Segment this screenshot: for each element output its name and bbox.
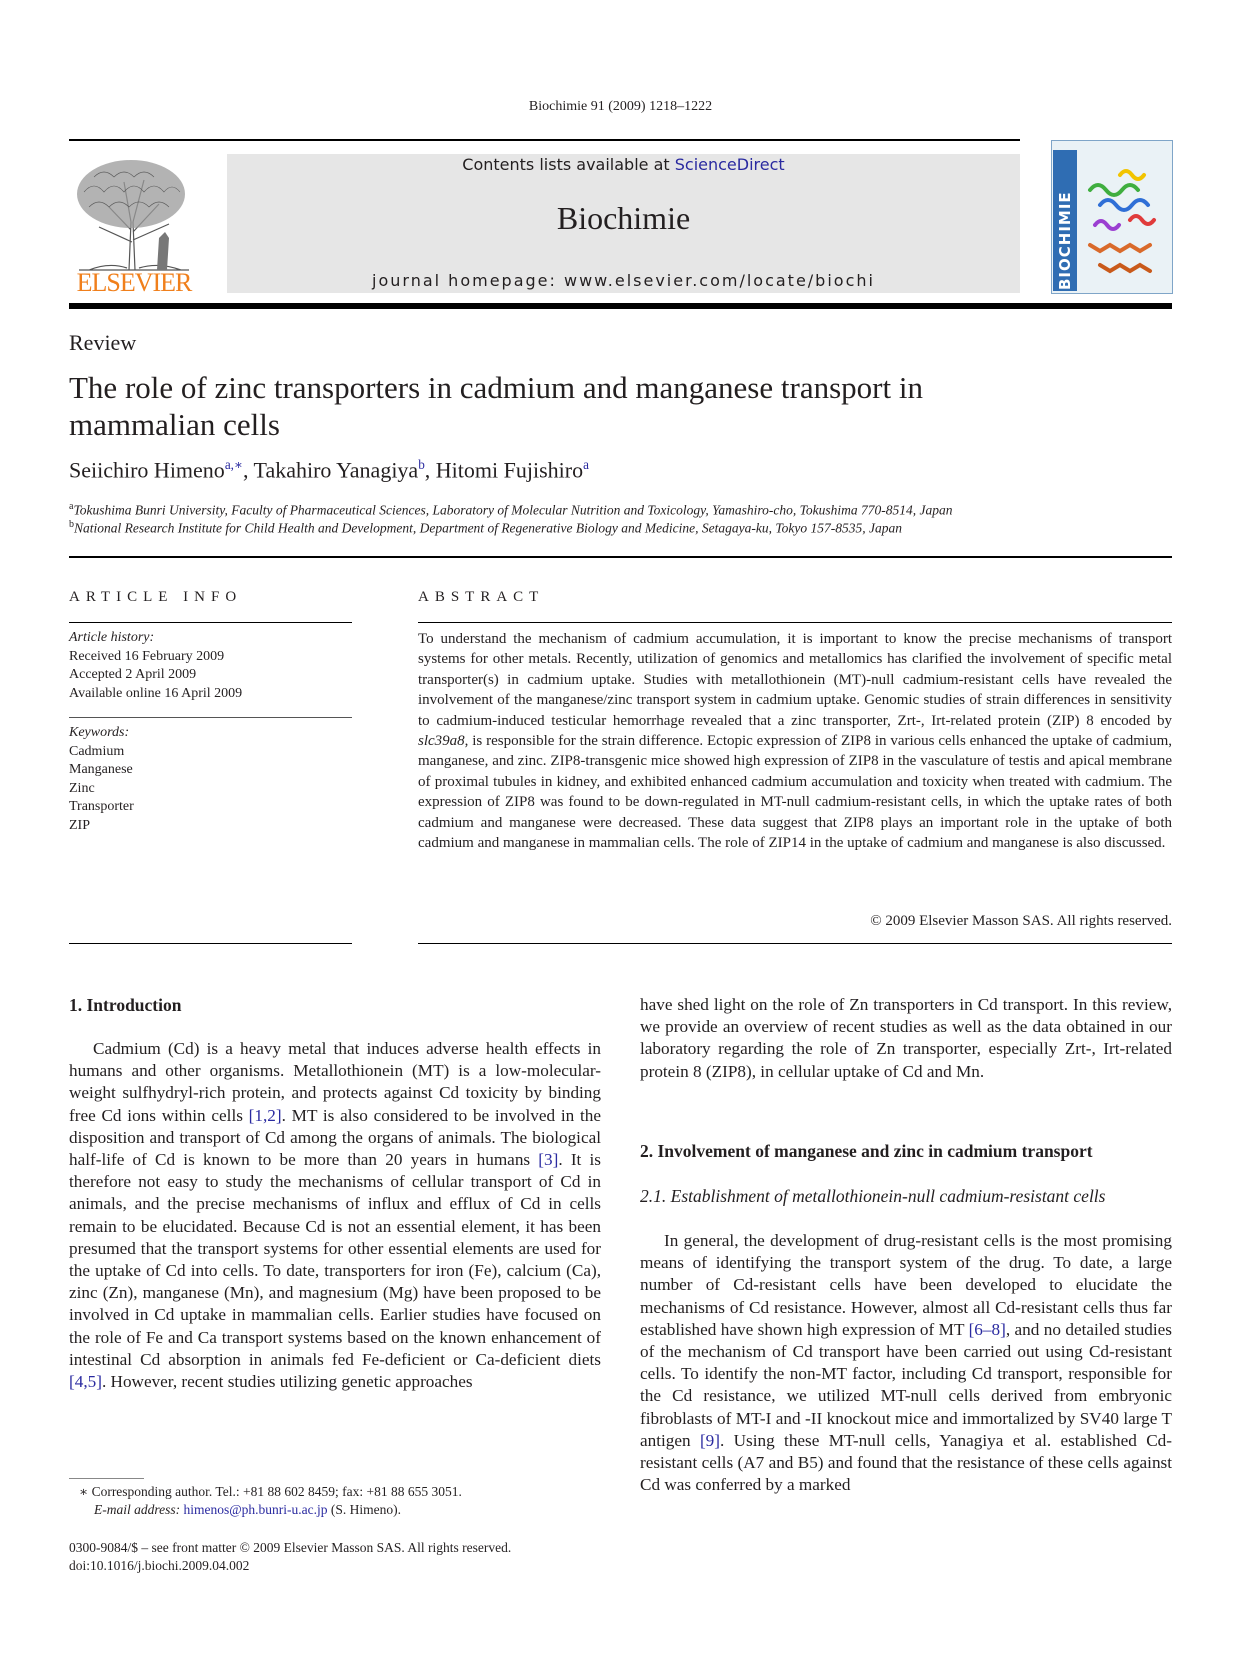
author-list	[69, 457, 589, 483]
keywords-block	[69, 724, 134, 835]
journal-citation: Biochimie 91 (2009) 1218–1222	[528, 99, 713, 114]
issn-line: 0300-9084/$ – see front matter © 2009 Elsevier Masson SAS. All rights reserved.	[69, 1540, 512, 1555]
keyword: Cadmium	[69, 743, 125, 759]
abstract-copyright: © 2009 Elsevier Masson SAS. All rights reserved.	[870, 913, 1172, 929]
received-date: Received 16 February 2009	[69, 648, 225, 664]
keywords-label: Keywords:	[69, 725, 130, 740]
author-name: Seiichiro Himeno	[69, 457, 225, 483]
affiliation-text: Tokushima Bunri University, Faculty of Pharmaceutical Sciences, Laboratory of Molecular Nutrition and Toxicology, Yamashiro-cho, Tokushima 770-8514, Japan	[73, 502, 953, 518]
contents-prefix: Contents lists available at	[462, 155, 675, 174]
keyword: Zinc	[69, 780, 95, 796]
text-run: In general, the development of drug-resistant cells is the most promising means of identifying the transport system of the drug. To date, a large number of Cd-resistant cells have been developed to elucidate the mechanisms of Cd resistance. However, almost all Cd-resistant cells thus far established have shown high expression of MT	[640, 1231, 1172, 1339]
footnote-corresponding	[79, 1484, 462, 1500]
abstract-rule	[418, 943, 1172, 944]
body-paragraph	[640, 1230, 1172, 1496]
doi-line[interactable]: doi:10.1016/j.biochi.2009.04.002	[69, 1558, 250, 1573]
journal-homepage[interactable]: journal homepage: www.elsevier.com/locate/biochi	[372, 271, 875, 290]
footnote-email	[94, 1502, 401, 1518]
reference-link[interactable]: [6–8]	[968, 1319, 1006, 1339]
footnote-mark: ∗	[79, 1484, 89, 1499]
article-type: Review	[69, 330, 137, 355]
article-info-rule	[69, 622, 352, 623]
masthead-rule	[69, 303, 1172, 309]
author-separator: ,	[424, 457, 436, 483]
footnote-rule	[69, 1478, 144, 1479]
history-label: Article history:	[69, 630, 155, 645]
author-affiliation-mark[interactable]: a	[583, 457, 589, 472]
header-rule	[69, 139, 1020, 141]
reference-link[interactable]: [3]	[538, 1150, 559, 1170]
reference-link[interactable]: [4,5]	[69, 1372, 102, 1392]
journal-name: Biochimie	[556, 200, 691, 236]
affiliation-text: National Research Institute for Child Health and Development, Department of Regenerative Biology and Medicine, Setagaya-ku, Tokyo 157-8535, Japan	[74, 520, 902, 536]
keyword: Manganese	[69, 762, 133, 777]
article-title: The role of zinc transporters in cadmium and manganese transport in mammalian cells	[69, 370, 923, 442]
reference-link[interactable]: [9]	[699, 1430, 720, 1450]
abstract-text	[418, 629, 1172, 853]
elsevier-wordmark: ELSEVIER	[76, 268, 192, 297]
email-link[interactable]: himenos@ph.bunri-u.ac.jp	[183, 1502, 328, 1517]
email-label: E-mail address:	[94, 1502, 184, 1517]
affiliation-mark: a	[69, 501, 74, 512]
contents-line	[227, 155, 1020, 174]
text-run: Cadmium (Cd) is a heavy metal that induces adverse health effects in humans and other organisms. Metallothionein (MT) is a low-molecular-weight sulfhydryl-rich protein, and protects against Cd toxicity by binding free Cd ions within cells	[69, 1039, 601, 1125]
section-heading: 1. Introduction	[69, 995, 182, 1015]
text-run: . MT is also considered to be involved in the disposition and transport of Cd among the organs of animals. The biological half-life of Cd is known to be more than 20 years in humans	[69, 1105, 601, 1170]
affiliation-mark: b	[69, 519, 74, 530]
author-name: Takahiro Yanagiya	[253, 457, 419, 483]
affiliation	[69, 519, 902, 537]
online-date: Available online 16 April 2009	[69, 685, 243, 701]
sciencedirect-link[interactable]: ScienceDirect	[674, 155, 785, 174]
protein-structure-image	[1080, 150, 1170, 290]
body-paragraph: have shed light on the role of Zn transporters in Cd transport. In this review, we provide an overview of recent studies as well as the data obtained in our laboratory regarding the role of Zn transporter, especially Zrt-, Irt-related protein 8 (ZIP8), in cellular uptake of Cd and Mn.	[640, 995, 1172, 1081]
corresponding-text: Corresponding author. Tel.: +81 88 602 8459; fax: +81 88 655 3051.	[91, 1484, 462, 1499]
section-heading: 2. Involvement of manganese and zinc in cadmium transport	[640, 1141, 1093, 1161]
text-run: . It is therefore not easy to study the mechanisms of cellular transport of Cd in animals, and the precise mechanisms of influx and efflux of Cd in cells remain to be elucidated. Because Cd is not an essential element, it has been presumed that the transport systems for other essential elements are used for the uptake of Cd into cells. To date, transporters for iron (Fe), calcium (Ca), zinc (Zn), manganese (Mn), and magnesium (Mg) have been proposed to be involved in Cd uptake in mammalian cells. Earlier studies have focused on the role of Fe and Ca transport systems based on the known enhancement of intestinal Cd absorption in animals fed Fe-deficient or Ca-deficient diets	[69, 1150, 601, 1369]
affiliation	[69, 501, 953, 519]
body-paragraph	[69, 1038, 601, 1393]
abstract-rule	[418, 622, 1172, 623]
abstract-heading: ABSTRACT	[418, 589, 545, 605]
author-separator: ,	[242, 457, 254, 483]
author-name: Hitomi Fujishiro	[435, 457, 584, 483]
gene-name: slc39a8	[418, 733, 465, 750]
text-run: , and no detailed studies of the mechanism of Cd transport have been carried out using Cd-resistant cells. To identify the non-MT factor, including Cd transport, responsible for the Cd resistance, we utilized MT-null cells derived from embryonic fibroblasts of MT-I and -II knockout mice and immortalized by SV40 large T antigen	[640, 1319, 1172, 1450]
cover-title: BIOCHIMIE	[1056, 191, 1074, 290]
reference-link[interactable]: [1,2]	[248, 1105, 282, 1125]
keyword: ZIP	[69, 817, 90, 833]
email-suffix: (S. Himeno).	[327, 1502, 402, 1517]
subsection-heading: 2.1. Establishment of metallothionein-null cadmium-resistant cells	[640, 1186, 1106, 1206]
accepted-date: Accepted 2 April 2009	[69, 667, 197, 682]
article-info-heading: ARTICLE INFO	[69, 589, 243, 605]
text-run: . However, recent studies utilizing genetic approaches	[101, 1372, 473, 1392]
article-info-rule	[69, 717, 352, 718]
text-run: . Using these MT-null cells, Yanagiya et al. established Cd-resistant cells (A7 and B5) and found that the resistance of these cells against Cd was conferred by a marked	[640, 1430, 1172, 1495]
author-affiliation-mark[interactable]: a,∗	[224, 457, 243, 472]
abstract-part: To understand the mechanism of cadmium accumulation, it is important to know the precise mechanisms of transport systems for other metals. Recently, utilization of genomics and metallomics has clarified the involvement of specific metal transporter(s) in cadmium uptake. Studies with metallothionein (MT)-null cadmium-resistant cells have revealed the involvement of the manganese/zinc transport system in cadmium uptake. Genomic studies of strain differences in sensitivity to cadmium-induced testicular hemorrhage revealed that a zinc transporter, Zrt-, Irt-related protein (ZIP) 8 encoded by	[418, 631, 1172, 729]
front-matter-rule	[69, 556, 1172, 558]
article-history	[69, 629, 242, 703]
abstract-part: , is responsible for the strain difference. Ectopic expression of ZIP8 in various cells enhanced the uptake of cadmium, manganese, and zinc. ZIP8-transgenic mice showed high expression of ZIP8 in the vasculature of testis and apical membrane of proximal tubules in kidney, and exhibited enhanced cadmium accumulation and toxicity when treated with cadmium. The expression of ZIP8 was found to be down-regulated in MT-null cadmium-resistant cells, in which the uptake rates of both cadmium and manganese were decreased. These data suggest that ZIP8 plays an important role in the uptake of both cadmium and manganese in mammalian cells. The role of ZIP14 in the uptake of cadmium and manganese is also discussed.	[418, 733, 1172, 852]
keyword: Transporter	[69, 799, 134, 814]
author-affiliation-mark[interactable]: b	[418, 457, 425, 472]
article-info-rule	[69, 943, 352, 944]
